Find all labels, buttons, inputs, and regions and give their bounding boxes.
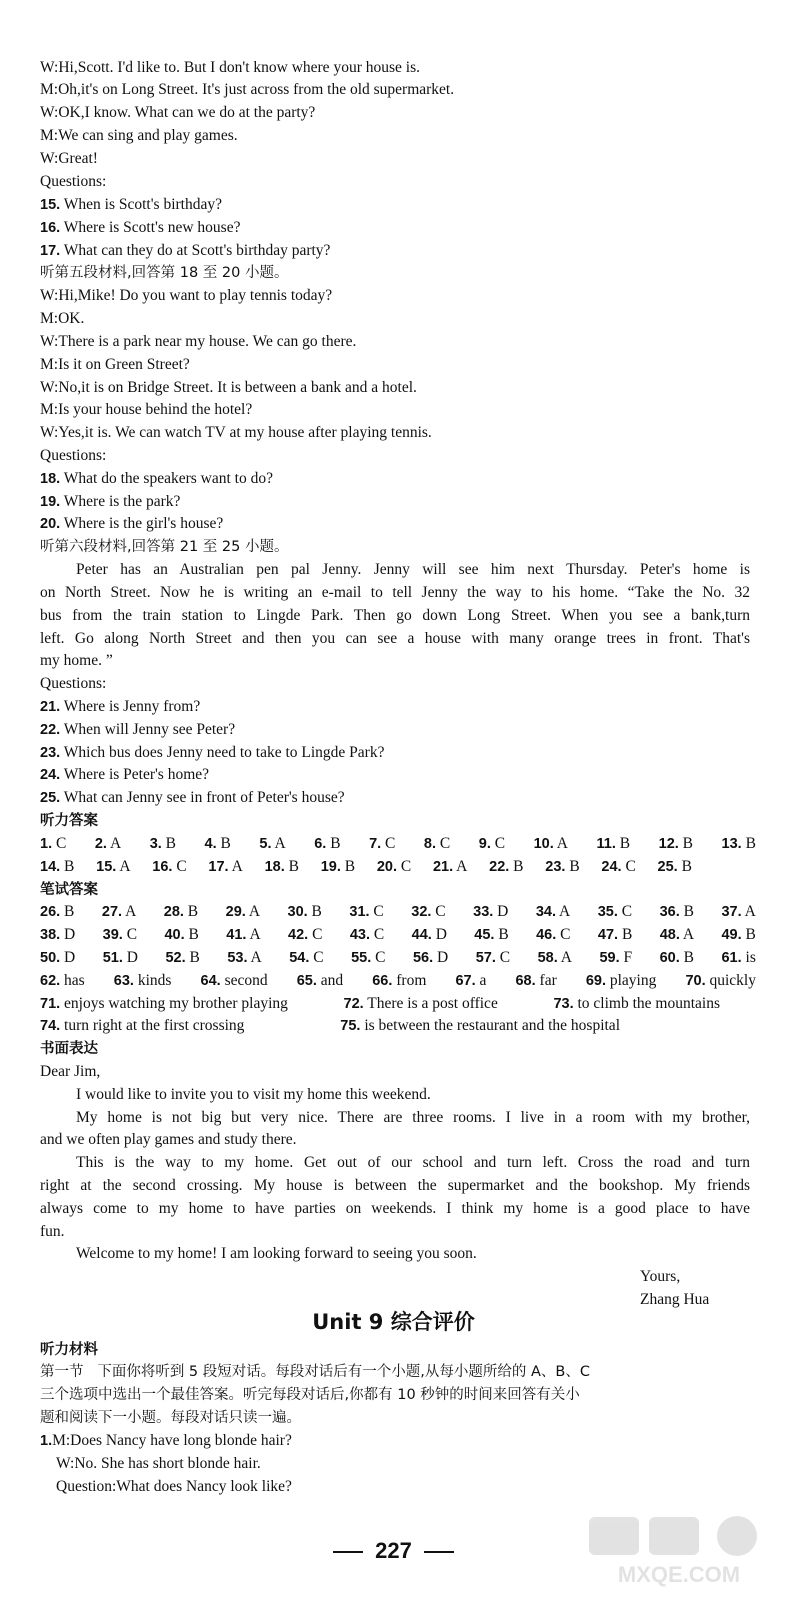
letter-greeting: Dear Jim, bbox=[40, 1063, 101, 1080]
question-line: 25. What can Jenny see in front of Peter's house? bbox=[40, 789, 345, 806]
answer-item: 44. D bbox=[411, 926, 447, 943]
answer-item: 57. C bbox=[475, 949, 511, 966]
questions-label: Questions: bbox=[40, 675, 107, 692]
answer-item: 63. kinds bbox=[113, 972, 172, 989]
dialogue-line: M:OK. bbox=[40, 310, 85, 327]
instruction-line: 第一节 下面你将听到 5 段短对话。每段对话后有一个小题,从每小题所给的 A、B、C bbox=[40, 1364, 590, 1380]
answer-item: 23. B bbox=[545, 858, 580, 875]
answer-item: 52. B bbox=[165, 949, 200, 966]
answer-item: 19. B bbox=[320, 858, 356, 875]
answer-item: 45. B bbox=[474, 926, 509, 943]
answer-item: 11. B bbox=[596, 835, 631, 852]
answer-item: 28. B bbox=[163, 903, 199, 920]
watermark-logo bbox=[579, 1512, 779, 1592]
answer-item: 24. C bbox=[601, 858, 636, 875]
unit-title: Unit 9 综合评价 bbox=[312, 1310, 475, 1334]
answer-item: 40. B bbox=[164, 926, 199, 943]
answer-item: 20. C bbox=[376, 858, 412, 875]
watermark-text: MXQE.COM bbox=[617, 1562, 741, 1587]
passage-line: bus from the train station to Lingde Park. Then go down Long Street. When you see a bank,turn bbox=[40, 607, 750, 624]
question-line: 20. Where is the girl's house? bbox=[40, 515, 224, 532]
answer-item: 5. A bbox=[259, 835, 286, 852]
dialogue-line: M:Is your house behind the hotel? bbox=[40, 401, 253, 418]
answer-row bbox=[40, 1016, 620, 1036]
answer-item: 4. B bbox=[204, 835, 231, 852]
answer-item: 73. to climb the mountains bbox=[553, 995, 720, 1012]
answer-item: 42. C bbox=[288, 926, 323, 943]
watermark-glyph bbox=[589, 1517, 639, 1555]
watermark-glyph bbox=[717, 1516, 757, 1556]
listening-material-heading: 听力材料 bbox=[40, 1342, 98, 1358]
dialogue-line: W:Hi,Scott. I'd like to. But I don't know where your house is. bbox=[40, 59, 420, 76]
answer-item: 26. B bbox=[40, 903, 75, 920]
answer-item: 65. and bbox=[296, 972, 344, 989]
answer-item: 33. D bbox=[473, 903, 509, 920]
answer-item: 13. B bbox=[721, 835, 756, 852]
answer-item: 56. D bbox=[412, 949, 449, 966]
dialogue-line: M:We can sing and play games. bbox=[40, 127, 238, 144]
answer-row bbox=[40, 925, 756, 945]
dialogue-line: W:Hi,Mike! Do you want to play tennis today? bbox=[40, 287, 333, 304]
question-line: 15. When is Scott's birthday? bbox=[40, 196, 222, 213]
answer-item: 68. far bbox=[515, 972, 557, 989]
passage-line: my home. ” bbox=[40, 652, 113, 669]
answer-item: 1. C bbox=[40, 835, 67, 852]
answer-item: 64. second bbox=[200, 972, 268, 989]
letter-line: My home is not big but very nice. There are three rooms. I live in a room with my brother, bbox=[76, 1109, 750, 1126]
answer-item: 55. C bbox=[351, 949, 386, 966]
letter-line: right at the second crossing. My house is between the supermarket and the bookshop. My friends bbox=[40, 1177, 750, 1194]
answer-item: 46. C bbox=[536, 926, 571, 943]
answer-item: 27. A bbox=[101, 903, 137, 920]
answer-row bbox=[40, 971, 756, 991]
answer-row bbox=[40, 994, 720, 1014]
answer-item: 31. C bbox=[349, 903, 384, 920]
answer-item: 10. A bbox=[533, 835, 568, 852]
answer-item: 54. C bbox=[289, 949, 324, 966]
questions-label: Questions: bbox=[40, 447, 107, 464]
answer-item: 51. D bbox=[102, 949, 138, 966]
answer-item: 53. A bbox=[227, 949, 262, 966]
dialogue-line: M:Is it on Green Street? bbox=[40, 356, 190, 373]
answer-item: 15. A bbox=[96, 858, 131, 875]
dash-right bbox=[424, 1551, 454, 1553]
dialogue-line: W:Yes,it is. We can watch TV at my house after playing tennis. bbox=[40, 424, 432, 441]
dialogue-line: W:OK,I know. What can we do at the party? bbox=[40, 104, 316, 121]
section-heading: 听第五段材料,回答第 18 至 20 小题。 bbox=[40, 265, 289, 281]
instruction-line: 三个选项中选出一个最佳答案。听完每段对话后,你都有 10 秒钟的时间来回答有关小 bbox=[40, 1387, 580, 1403]
listening-answers-heading: 听力答案 bbox=[40, 813, 98, 829]
answer-item: 29. A bbox=[225, 903, 261, 920]
letter-line: always come to my home to have parties on weekends. I think my home is a good place to have bbox=[40, 1200, 750, 1217]
question-line: 22. When will Jenny see Peter? bbox=[40, 721, 236, 738]
answer-item: 50. D bbox=[40, 949, 76, 966]
question-line: 24. Where is Peter's home? bbox=[40, 766, 210, 783]
answer-item: 58. A bbox=[537, 949, 572, 966]
answer-item: 32. C bbox=[411, 903, 446, 920]
dialogue-line: W:There is a park near my house. We can go there. bbox=[40, 333, 357, 350]
answer-item: 12. B bbox=[658, 835, 694, 852]
passage-line: on North Street. Now he is writing an e-mail to tell Jenny the way to his home. “Take the No. 32 bbox=[40, 584, 750, 601]
answer-item: 41. A bbox=[226, 926, 261, 943]
question-line: 23. Which bus does Jenny need to take to Lingde Park? bbox=[40, 744, 385, 761]
page-number: 227 bbox=[0, 1538, 787, 1564]
section-heading: 听第六段材料,回答第 21 至 25 小题。 bbox=[40, 539, 289, 555]
answer-item: 30. B bbox=[287, 903, 322, 920]
question-line: 21. Where is Jenny from? bbox=[40, 698, 201, 715]
letter-paragraph: Welcome to my home! I am looking forward to seeing you soon. bbox=[76, 1245, 477, 1262]
answer-item: 36. B bbox=[659, 903, 694, 920]
answer-item: 22. B bbox=[489, 858, 524, 875]
answer-row bbox=[40, 902, 756, 922]
question-line: 16. Where is Scott's new house? bbox=[40, 219, 241, 236]
answer-item: 34. A bbox=[535, 903, 571, 920]
answer-item: 3. B bbox=[149, 835, 176, 852]
dialogue-line: W:No,it is on Bridge Street. It is between a bank and a hotel. bbox=[40, 379, 417, 396]
passage-line: Peter has an Australian pen pal Jenny. Jenny will see him next Thursday. Peter's home is bbox=[76, 561, 750, 578]
answer-item: 39. C bbox=[102, 926, 138, 943]
answer-item: 8. C bbox=[423, 835, 451, 852]
answer-item: 37. A bbox=[721, 903, 756, 920]
dash-left bbox=[333, 1551, 363, 1553]
answer-item: 38. D bbox=[40, 926, 76, 943]
answer-item: 17. A bbox=[208, 858, 243, 875]
answer-item: 25. B bbox=[657, 858, 692, 875]
answer-item: 14. B bbox=[40, 858, 75, 875]
letter-paragraph: I would like to invite you to visit my home this weekend. bbox=[76, 1086, 431, 1103]
dialogue-line: W:Great! bbox=[40, 150, 98, 167]
answer-item: 71. enjoys watching my brother playing bbox=[40, 995, 288, 1012]
answer-item: 21. A bbox=[432, 858, 468, 875]
questions-label: Questions: bbox=[40, 173, 107, 190]
question-line: 19. Where is the park? bbox=[40, 493, 181, 510]
answer-item: 48. A bbox=[659, 926, 695, 943]
question-line: 17. What can they do at Scott's birthday party? bbox=[40, 242, 331, 259]
answer-item: 9. C bbox=[478, 835, 506, 852]
answer-item: 35. C bbox=[597, 903, 633, 920]
question-line: Question:What does Nancy look like? bbox=[56, 1478, 292, 1495]
answer-item: 74. turn right at the first crossing bbox=[40, 1017, 245, 1034]
letter-line: and we often play games and study there. bbox=[40, 1131, 297, 1148]
answer-item: 43. C bbox=[349, 926, 385, 943]
answer-item: 18. B bbox=[264, 858, 299, 875]
letter-line: fun. bbox=[40, 1223, 65, 1240]
answer-item: 72. There is a post office bbox=[343, 995, 498, 1012]
question-line: 18. What do the speakers want to do? bbox=[40, 470, 273, 487]
letter-signature: Zhang Hua bbox=[640, 1291, 710, 1308]
answer-item: 75. is between the restaurant and the hospital bbox=[340, 1017, 620, 1034]
answer-item: 6. B bbox=[314, 835, 341, 852]
answer-item: 49. B bbox=[721, 926, 756, 943]
question-line: 1.M:Does Nancy have long blonde hair? bbox=[40, 1432, 292, 1449]
answer-row bbox=[40, 948, 756, 968]
dialogue-line: M:Oh,it's on Long Street. It's just across from the old supermarket. bbox=[40, 81, 455, 98]
answer-item: 70. quickly bbox=[685, 972, 756, 989]
answer-item: 66. from bbox=[372, 972, 427, 989]
written-answers-heading: 笔试答案 bbox=[40, 882, 98, 898]
answer-item: 67. a bbox=[455, 972, 487, 989]
writing-heading: 书面表达 bbox=[40, 1041, 98, 1057]
watermark-glyph bbox=[649, 1517, 699, 1555]
answer-item: 16. C bbox=[152, 858, 187, 875]
dialogue-line: W:No. She has short blonde hair. bbox=[56, 1455, 261, 1472]
answer-row bbox=[40, 834, 756, 854]
letter-line: This is the way to my home. Get out of our school and turn left. Cross the road and turn bbox=[76, 1154, 750, 1171]
answer-item: 59. F bbox=[599, 949, 633, 966]
answer-row bbox=[40, 857, 692, 877]
answer-item: 62. has bbox=[40, 972, 85, 989]
answer-item: 47. B bbox=[597, 926, 633, 943]
answer-item: 7. C bbox=[369, 835, 396, 852]
passage-line: left. Go along North Street and then you can see a house with many orange trees in front. That's bbox=[40, 630, 750, 647]
instruction-line: 题和阅读下一小题。每段对话只读一遍。 bbox=[40, 1410, 301, 1426]
answer-item: 60. B bbox=[659, 949, 694, 966]
answer-item: 61. is bbox=[721, 949, 756, 966]
letter-closing: Yours, bbox=[640, 1268, 681, 1285]
answer-item: 2. A bbox=[94, 835, 122, 852]
answer-item: 69. playing bbox=[585, 972, 657, 989]
